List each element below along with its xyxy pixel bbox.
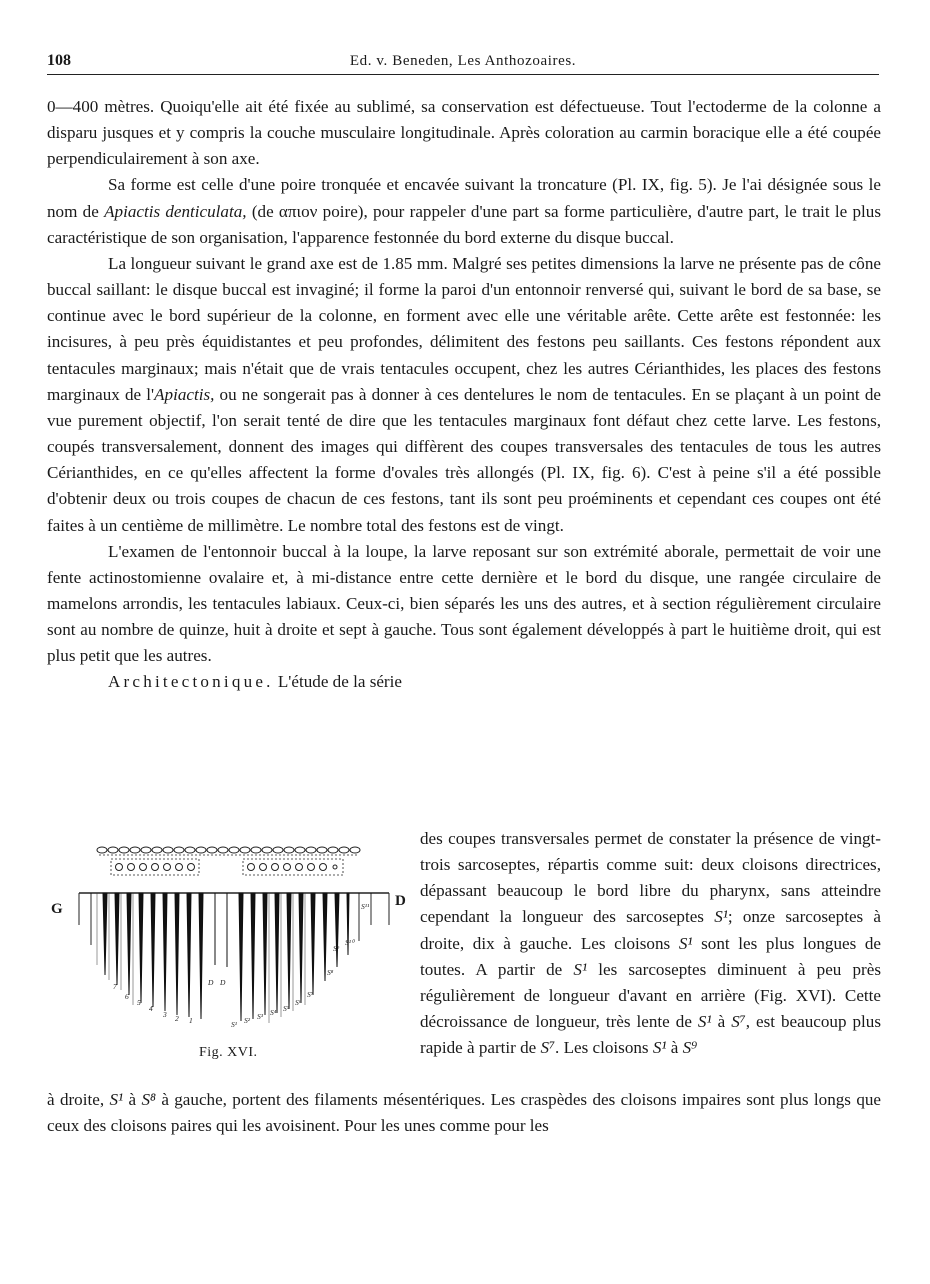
p2-text-a: Sa forme est celle d'une poire tronquée et encavée suivant la troncature (Pl. IX, fig. 5). Je l'ai désignée sous le nom de: [47, 175, 881, 221]
sym-s9: S⁹: [682, 1038, 698, 1058]
species-name: Apiactis denticulata,: [104, 201, 247, 221]
p5-text-a-rest: des coupes transversales permet de constater la présence de vingt-trois sarcoseptes, répartis comme suit: deux cloisons directrices, dépassant beaucoup le bord libre du pharynx, sans atteindre cependant la longueur des sarcoseptes: [420, 829, 881, 927]
p5-text-g: . Les cloisons: [555, 1038, 653, 1058]
bottom-text: [47, 1087, 881, 1139]
wrapped-text: [420, 826, 881, 1061]
p5-text-d: les sarcoseptes diminuent à peu près régulièrement de longueur d'avant en arrière (Fig. XVI). Cette décroissance de longueur, très lente de: [420, 959, 881, 1032]
marginal-festons-row: [97, 847, 360, 853]
page-number: 108: [47, 52, 71, 69]
architectonique-first-line: [47, 669, 881, 695]
p5-text-f: , est beaucoup plus rapide à partir de: [420, 1012, 882, 1058]
figure-xvi: [47, 835, 413, 1075]
sym-s1-e: S¹: [652, 1038, 667, 1058]
running-header: [47, 52, 879, 75]
p5-text-k: à gauche, portent des filaments mésentériques. Les craspèdes des cloisons impaires sont plus longs que ceux des cloisons paires qui les avoisinent. Pour les unes comme pour les: [47, 1090, 882, 1136]
paragraph-5: [47, 669, 881, 695]
label-S11: S¹¹: [361, 902, 370, 911]
septa-diagram: [69, 845, 409, 1035]
label-S10: S¹⁰: [345, 938, 355, 947]
label-S5: S⁵: [283, 1004, 290, 1013]
label-S8: S⁸: [327, 968, 334, 977]
p5-text-b: ; onze sarcoseptes à droite, dix à gauche. Les cloisons: [420, 907, 882, 953]
paragraph-2: [47, 172, 881, 250]
paragraph-4: L'examen de l'entonnoir buccal à la loupe, la larve reposant sur son extrémité aborale, permettait de voir une fente actinostomienne ovalaire et, à mi-distance entre cette dernière et le bord du disque, une rangée circulaire de mamelons arrondis, les tentacules labiaux. Ceux-ci, bien séparés les uns des autres, et à section régulièrement circulaire sont au nombre de quinze, huit à droite et sept à gauche. Tous sont également développés à part le huitième droit, qui est plus petit que les autres.: [47, 541, 881, 666]
body-text: [47, 94, 881, 695]
labial-tentacles-row: [116, 864, 338, 871]
sym-s7-a: S⁷: [731, 1012, 746, 1032]
label-7: 7: [113, 982, 117, 991]
label-D-1: D: [208, 978, 214, 987]
p5-text-a: L'étude de la série: [273, 672, 402, 692]
sym-s8: S⁸: [141, 1090, 156, 1109]
paragraph-1: 0—400 mètres. Quoiqu'elle ait été fixée au sublimé, sa conservation est défectueuse. Tout l'ectoderme de la colonne a disparu jusques et y compris la couche musculaire longitudinale. Après coloration au carmin boracique elle a été coupée perpendiculairement à son axe.: [47, 97, 881, 169]
label-S4: S⁴: [270, 1008, 277, 1017]
label-S9: S⁹: [333, 944, 340, 953]
p5-text-c: sont les plus longues de toutes. A partir de: [420, 933, 882, 979]
p5-text-h: à: [666, 1038, 683, 1058]
sym-s1-f: S¹: [109, 1090, 124, 1109]
p3-text-a: La longueur suivant le grand axe est de 1.85 mm. Malgré ses petites dimensions la larve ne présente pas de cône buccal saillant: le disque buccal est invaginé; il forme la paroi d'un entonnoir renversé qui, suivant le bord de sa base, se continue avec le bord supérieur de la colonne, en forment avec elle une véritable arête. Cette arête est festonnée: les incisures, à peu près équidistantes et peu profondes, délimitent des festons peu saillants. Ces festons répondent aux tentacules marginaux; mais n'était que de vrais tentacules occupent, chez les autres Cérianthides, les places des festons marginaux de l': [47, 253, 881, 404]
paragraph-3: [47, 251, 881, 539]
genus-name: Apiactis,: [154, 384, 215, 404]
label-S1: S¹: [231, 1020, 237, 1029]
label-2: 2: [175, 1014, 179, 1023]
sym-s1-a: S¹: [714, 907, 728, 927]
sym-s1-c: S¹: [573, 959, 588, 979]
label-1: 1: [189, 1016, 193, 1025]
figure-label-left: G: [51, 901, 63, 917]
label-6: 6: [125, 992, 129, 1001]
label-3: 3: [163, 1010, 167, 1019]
label-S2: S²: [244, 1016, 250, 1025]
label-S6: S⁶: [295, 998, 302, 1007]
p5-text-i: à droite,: [47, 1090, 110, 1109]
label-D-2: D: [220, 978, 226, 987]
label-5: 5: [137, 998, 141, 1007]
figure-caption: Fig. XVI.: [199, 1045, 258, 1060]
p5-text-e: à: [711, 1012, 732, 1032]
label-S7: S⁷: [307, 990, 314, 999]
figure-label-right: D: [395, 893, 406, 909]
sym-s1-d: S¹: [697, 1012, 712, 1032]
p3-text-b: ou ne songerait pas à donner à ces dentelures le nom de tentacules. En se plaçant à un point de vue purement objectif, l'on serait tenté de dire que les tentacules marginaux font défaut chez cette larve. Les festons, coupés transversalement, donnent des images qui diffèrent des coupes transversales des tentacules de tous les autres Cérianthides, en ce qu'elles affectent la forme d'ovales très allongés (Pl. IX, fig. 6). C'est à peine s'il a été possible d'obtenir deux ou trois coupes de chacun de ces festons, tant ils sont peu proéminents et cependant ces coupes ont été faites à un centième de millimètre. Le nombre total des festons est de vingt.: [47, 384, 881, 535]
sym-s1-b: S¹: [678, 933, 693, 953]
label-S3: S³: [257, 1012, 263, 1021]
p5-text-j: à: [123, 1090, 142, 1109]
sym-s7-b: S⁷: [540, 1038, 556, 1058]
p2-text-b: (de απιον poire), pour rappeler d'une part sa forme particulière, d'autre part, le trait le plus caractéristique de son organisation, l'apparence festonnée du bord externe du disque buccal.: [47, 201, 881, 247]
section-heading: Architectonique.: [108, 672, 274, 692]
running-title: Ed. v. Beneden, Les Anthozoaires.: [349, 53, 577, 69]
label-4: 4: [149, 1004, 153, 1013]
